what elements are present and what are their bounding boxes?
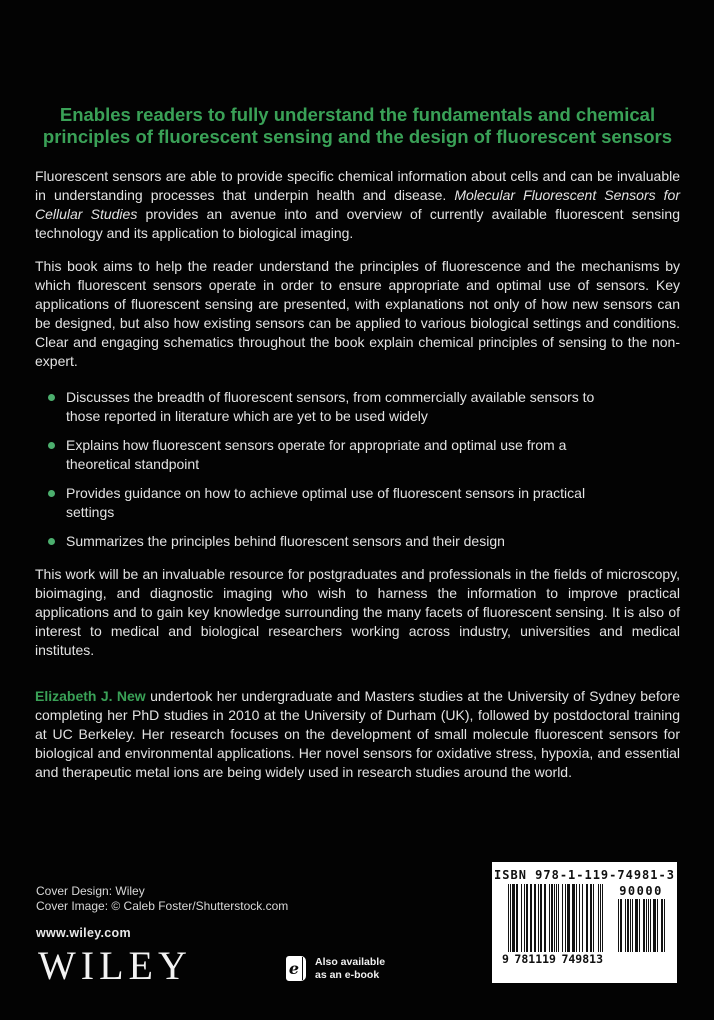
- ebook-icon-letter: e: [288, 959, 300, 978]
- bullet-item: Summarizes the principles behind fluorescent sensors and their design: [35, 532, 621, 551]
- ebook-note-text: [315, 956, 385, 981]
- cover-credits: [36, 884, 288, 914]
- ebook-icon: [286, 956, 306, 981]
- cover-design-credit: Cover Design: Wiley: [36, 884, 145, 898]
- ebook-note-line-2: as an e-book: [315, 968, 380, 981]
- cover-image-credit: Cover Image: © Caleb Foster/Shutterstock.com: [36, 899, 289, 913]
- barcode-addon-code: 90000: [619, 884, 663, 898]
- paragraph-intro: [35, 167, 680, 243]
- bullet-dot-icon: [48, 538, 55, 545]
- tagline: [35, 104, 680, 148]
- author-bio: [35, 687, 680, 782]
- bullet-dot-icon: [48, 490, 55, 497]
- isbn-number: ISBN 978-1-119-74981-3: [494, 868, 675, 882]
- bullet-item: Explains how fluorescent sensors operate for appropriate and optimal use from a theoretical standpoint: [35, 436, 621, 474]
- bullet-item: Provides guidance on how to achieve optimal use of fluorescent sensors in practical settings: [35, 484, 621, 522]
- tagline-line-1: Enables readers to fully understand the fundamentals and chemical: [59, 104, 656, 125]
- ean13-digit-group-3: 749813: [561, 952, 603, 966]
- barcode-row: [492, 884, 677, 966]
- back-cover-copy: [35, 104, 680, 782]
- isbn-barcode: [492, 862, 677, 983]
- publisher-website: www.wiley.com: [36, 926, 131, 940]
- bullet-item: Discusses the breadth of fluorescent sensors, from commercially available sensors to those reported in literature which are yet to be used widely: [35, 388, 621, 426]
- ebook-icon-spine: [302, 957, 304, 980]
- feature-bullet-list: [35, 388, 680, 551]
- ean13-digit-group-1: 9: [502, 952, 509, 966]
- ean13-digits: [502, 952, 603, 966]
- paragraph-audience: This work will be an invaluable resource for postgraduates and professionals in the fields of microscopy, bioimaging, and diagnostic imaging who wish to harness the information to improve practical applications and to gain key knowledge surrounding the many facets of fluorescent sensing. It is also of interest to medical and biological researchers working across industry, universities and medical institutes.: [35, 566, 680, 658]
- bullet-dot-icon: [48, 442, 55, 449]
- ean13-bars: [508, 884, 603, 952]
- intro-text-before-title: Fluorescent sensors are able to provide specific chemical information about cells and can be invaluable in understanding processes that underpin health and disease.: [35, 168, 680, 203]
- author-bio-text: undertook her undergraduate and Masters studies at the University of Sydney before completing her PhD studies in 2010 at the University of Durham (UK), followed by postdoctoral training at UC Berkeley. Her research focuses on the development of small molecule fluorescent sensors for biological and environmental applications. Her novel sensors for oxidative stress, hypoxia, and essential and therapeutic metal ions are being widely used in research studies around the world.: [35, 688, 680, 780]
- tagline-line-2: principles of fluorescent sensing and the design of fluorescent sensors: [42, 126, 673, 147]
- ebook-note-line-1: Also available: [315, 956, 386, 968]
- paragraph-aims: This book aims to help the reader understand the principles of fluorescence and the mechanisms by which fluorescent sensors operate in order to ensure appropriate and optimal use of sensors. Key applications of fluorescent sensing are presented, with explanations not only of how new sensors can be designed, but also how existing sensors can be applied to various biological settings and conditions. Clear and engaging schematics throughout the book explain chemical principles of sensing to the non-expert.: [35, 258, 680, 369]
- ean5-addon-barcode: [617, 884, 665, 966]
- ean5-bars: [617, 899, 665, 952]
- author-name: Elizabeth J. New: [35, 688, 146, 704]
- book-title: Molecular Fluorescent Sensors for Cellular Studies: [35, 187, 681, 222]
- ean13-digit-group-2: 781119: [514, 952, 556, 966]
- ean13-barcode: [502, 884, 608, 966]
- intro-text-after-title: provides an avenue into and overview of currently available fluorescent sensing technology and its application to biological imaging.: [35, 206, 680, 241]
- ebook-availability-note: [286, 956, 385, 981]
- wiley-logo: WILEY: [38, 943, 192, 988]
- bullet-dot-icon: [48, 394, 55, 401]
